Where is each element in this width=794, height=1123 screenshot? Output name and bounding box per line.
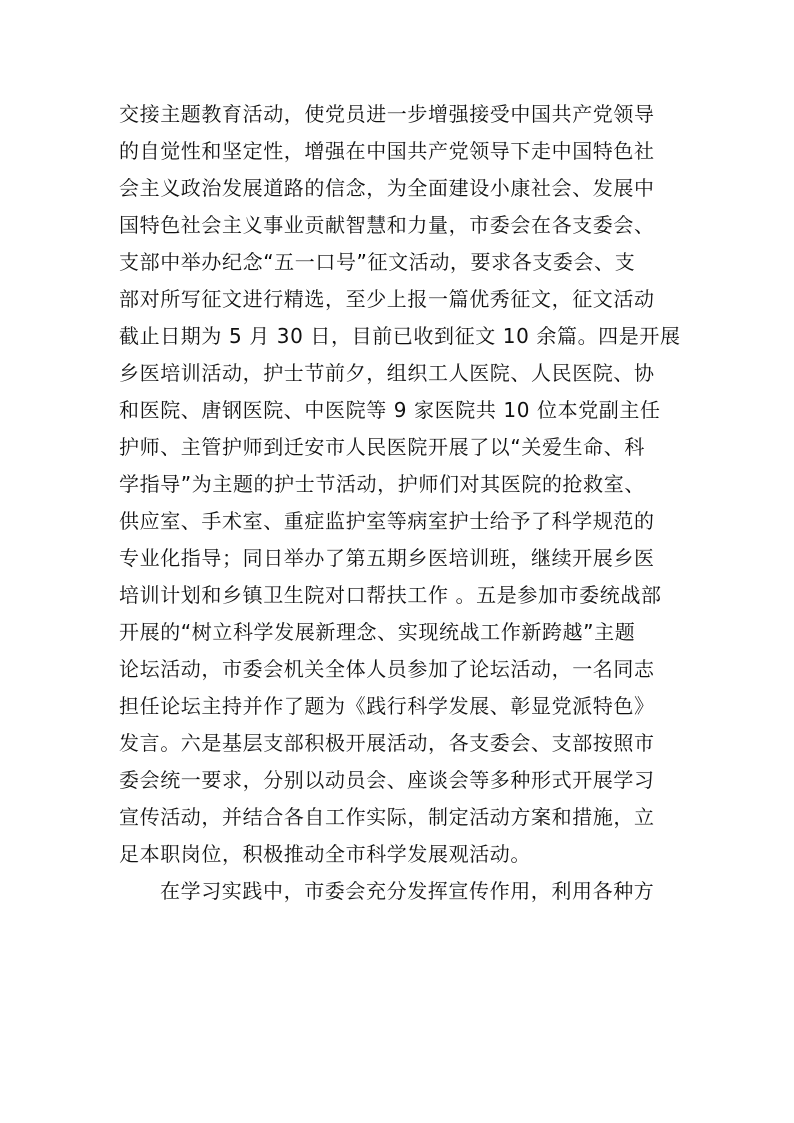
text-line: 开展的“树立科学发展新理念、实现统战工作新跨越”主题: [119, 620, 636, 644]
text-line: 专业化指导；同日举办了第五期乡医培训班，继续开展乡医: [119, 546, 655, 570]
text-line: 担任论坛主持并作了题为《践行科学发展、彰显党派特色》: [119, 694, 655, 718]
text-line: 发言。六是基层支部积极开展活动，各支委会、支部按照市: [119, 731, 655, 755]
text-line: 交接主题教育活动，使党员进一步增强接受中国共产党领导: [119, 102, 655, 126]
text-line: 的自觉性和坚定性，增强在中国共产党领导下走中国特色社: [119, 139, 655, 163]
paragraph-first-line: 在学习实践中，市委会充分发挥宣传作用，利用各种方: [160, 879, 655, 903]
text-line: 宣传活动，并结合各自工作实际，制定活动方案和措施，立: [119, 805, 655, 829]
text-line: 和医院、唐钢医院、中医院等 9 家医院共 10 位本党副主任: [119, 398, 661, 422]
text-line: 部对所写征文进行精选，至少上报一篇优秀征文，征文活动: [119, 287, 655, 311]
text-line: 论坛活动，市委会机关全体人员参加了论坛活动，一名同志: [119, 657, 655, 681]
text-line: 国特色社会主义事业贡献智慧和力量，市委会在各支委会、: [119, 213, 655, 237]
text-line: 学指导”为主题的护士节活动，护师们对其医院的抢救室、: [119, 472, 645, 496]
text-line: 截止日期为 5 月 30 日，目前已收到征文 10 余篇。四是开展: [119, 324, 681, 348]
text-line: 支部中举办纪念“五一口号”征文活动，要求各支委会、支: [119, 250, 636, 274]
text-line: 乡医培训活动，护士节前夕，组织工人医院、人民医院、协: [119, 361, 655, 385]
text-line: 护师、主管护师到迁安市人民医院开展了以“关爱生命、科: [119, 435, 645, 459]
text-line: 足本职岗位，积极推动全市科学发展观活动。: [119, 842, 531, 866]
text-line: 培训计划和乡镇卫生院对口帮扶工作 。五是参加市委统战部: [119, 583, 662, 607]
body-text: [119, 96, 694, 910]
text-line: 委会统一要求，分别以动员会、座谈会等多种形式开展学习: [119, 768, 655, 792]
text-line: 供应室、手术室、重症监护室等病室护士给予了科学规范的: [119, 509, 655, 533]
text-line: 会主义政治发展道路的信念，为全面建设小康社会、发展中: [119, 176, 655, 200]
